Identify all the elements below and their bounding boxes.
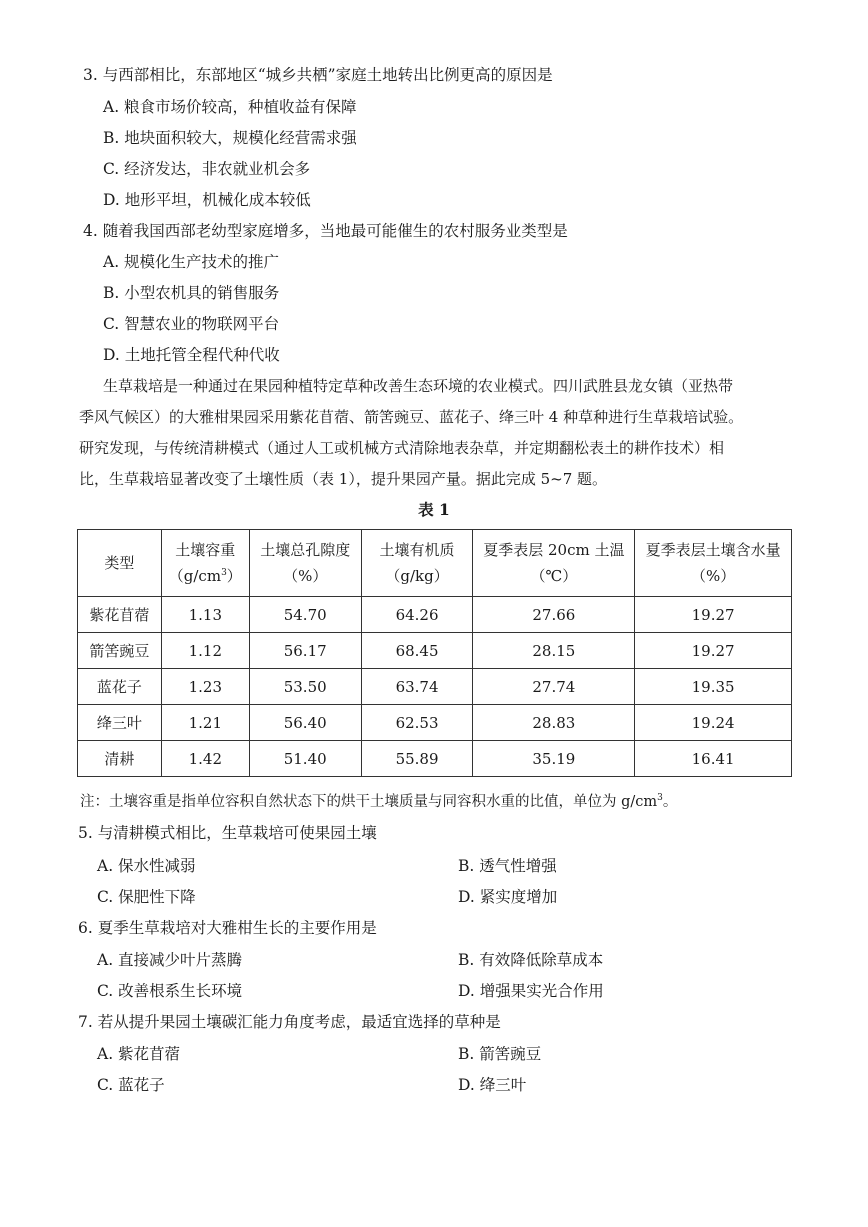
passage-line-4: 比，生草栽培显著改变了土壤性质（表 1），提升果园产量。据此完成 5~7 题。 <box>79 470 608 488</box>
q4-option-b: B. 小型农机具的销售服务 <box>103 284 280 302</box>
q5-option-d: D. 紧实度增加 <box>458 888 558 906</box>
table-row <box>78 741 792 777</box>
table-cell: 箭筈豌豆 <box>78 633 162 669</box>
table-cell: 54.70 <box>249 597 361 633</box>
table-cell: 51.40 <box>249 741 361 777</box>
q6-option-a: A. 直接减少叶片蒸腾 <box>97 951 243 969</box>
table-row <box>78 669 792 705</box>
q3-stem: 3. 与西部相比，东部地区“城乡共栖”家庭土地转出比例更高的原因是 <box>83 66 553 84</box>
table-header-row <box>78 530 792 597</box>
table-cell: 55.89 <box>361 741 473 777</box>
passage-line-3: 研究发现，与传统清耕模式（通过人工或机械方式清除地表杂草，并定期翻松表土的耕作技术）相 <box>79 439 725 457</box>
table-cell: 蓝花子 <box>78 669 162 705</box>
table-cell: 1.23 <box>161 669 249 705</box>
q6-option-b: B. 有效降低除草成本 <box>458 951 604 969</box>
table-cell: 27.66 <box>473 597 635 633</box>
table-cell: 绛三叶 <box>78 705 162 741</box>
q4-stem: 4. 随着我国西部老幼型家庭增多，当地最可能催生的农村服务业类型是 <box>83 222 568 240</box>
table-row <box>78 633 792 669</box>
table-cell: 35.19 <box>473 741 635 777</box>
header-organic-matter: 土壤有机质 （g/kg） <box>361 530 473 597</box>
table-cell: 53.50 <box>249 669 361 705</box>
table-cell: 63.74 <box>361 669 473 705</box>
q3-option-b: B. 地块面积较大，规模化经营需求强 <box>103 129 357 147</box>
table-cell: 16.41 <box>635 741 792 777</box>
table-cell: 64.26 <box>361 597 473 633</box>
header-type: 类型 <box>78 530 162 597</box>
q7-stem: 7. 若从提升果园土壤碳汇能力角度考虑，最适宜选择的草种是 <box>78 1013 501 1031</box>
table-cell: 19.24 <box>635 705 792 741</box>
passage-line-1: 生草栽培是一种通过在果园种植特定草种改善生态环境的农业模式。四川武胜县龙女镇（亚热带 <box>103 377 734 395</box>
q7-option-a: A. 紫花苜蓿 <box>97 1045 181 1063</box>
q4-option-a: A. 规模化生产技术的推广 <box>103 253 280 271</box>
header-porosity: 土壤总孔隙度 （%） <box>249 530 361 597</box>
q3-option-d: D. 地形平坦，机械化成本较低 <box>103 191 311 209</box>
q6-option-d: D. 增强果实光合作用 <box>458 982 604 1000</box>
table-cell: 19.35 <box>635 669 792 705</box>
q7-option-b: B. 箭筈豌豆 <box>458 1045 542 1063</box>
q3-option-a: A. 粮食市场价较高，种植收益有保障 <box>103 98 357 116</box>
q5-option-c: C. 保肥性下降 <box>97 888 196 906</box>
q7-option-c: C. 蓝花子 <box>97 1076 165 1094</box>
table-cell: 28.83 <box>473 705 635 741</box>
table-cell: 28.15 <box>473 633 635 669</box>
table-note: 注：土壤容重是指单位容积自然状态下的烘干土壤质量与同容积水重的比值，单位为 $g/cm^3$。 <box>80 793 678 810</box>
passage-line-2: 季风气候区）的大雅柑果园采用紫花苜蓿、箭筈豌豆、蓝花子、绛三叶 4 种草种进行生草栽培试验。 <box>79 408 744 426</box>
table-cell: 1.13 <box>161 597 249 633</box>
table-cell: 56.17 <box>249 633 361 669</box>
q6-stem: 6. 夏季生草栽培对大雅柑生长的主要作用是 <box>78 919 377 937</box>
q5-option-b: B. 透气性增强 <box>458 857 557 875</box>
q4-option-d: D. 土地托管全程代种代收 <box>103 346 280 364</box>
table-cell: 27.74 <box>473 669 635 705</box>
q5-option-a: A. 保水性减弱 <box>97 857 196 875</box>
table-cell: 56.40 <box>249 705 361 741</box>
table-cell: 19.27 <box>635 633 792 669</box>
table-cell: 1.42 <box>161 741 249 777</box>
table-cell: 1.12 <box>161 633 249 669</box>
table-cell: 1.21 <box>161 705 249 741</box>
table-cell: 紫花苜蓿 <box>78 597 162 633</box>
table-row <box>78 597 792 633</box>
table-cell: 62.53 <box>361 705 473 741</box>
q5-stem: 5. 与清耕模式相比，生草栽培可使果园土壤 <box>78 824 377 842</box>
q6-option-c: C. 改善根系生长环境 <box>97 982 243 1000</box>
table-cell: 清耕 <box>78 741 162 777</box>
header-soil-moisture: 夏季表层土壤含水量 （%） <box>635 530 792 597</box>
soil-properties-table <box>77 529 792 777</box>
q3-option-c: C. 经济发达，非农就业机会多 <box>103 160 311 178</box>
table-caption: 表 1 <box>418 500 450 519</box>
table-cell: 19.27 <box>635 597 792 633</box>
table-row <box>78 705 792 741</box>
q7-option-d: D. 绛三叶 <box>458 1076 527 1094</box>
header-soil-temperature: 夏季表层 20cm 土温 （℃） <box>473 530 635 597</box>
header-bulk-density: 土壤容重 $(g/cm^3)$ <box>161 530 249 597</box>
q4-option-c: C. 智慧农业的物联网平台 <box>103 315 280 333</box>
table-cell: 68.45 <box>361 633 473 669</box>
